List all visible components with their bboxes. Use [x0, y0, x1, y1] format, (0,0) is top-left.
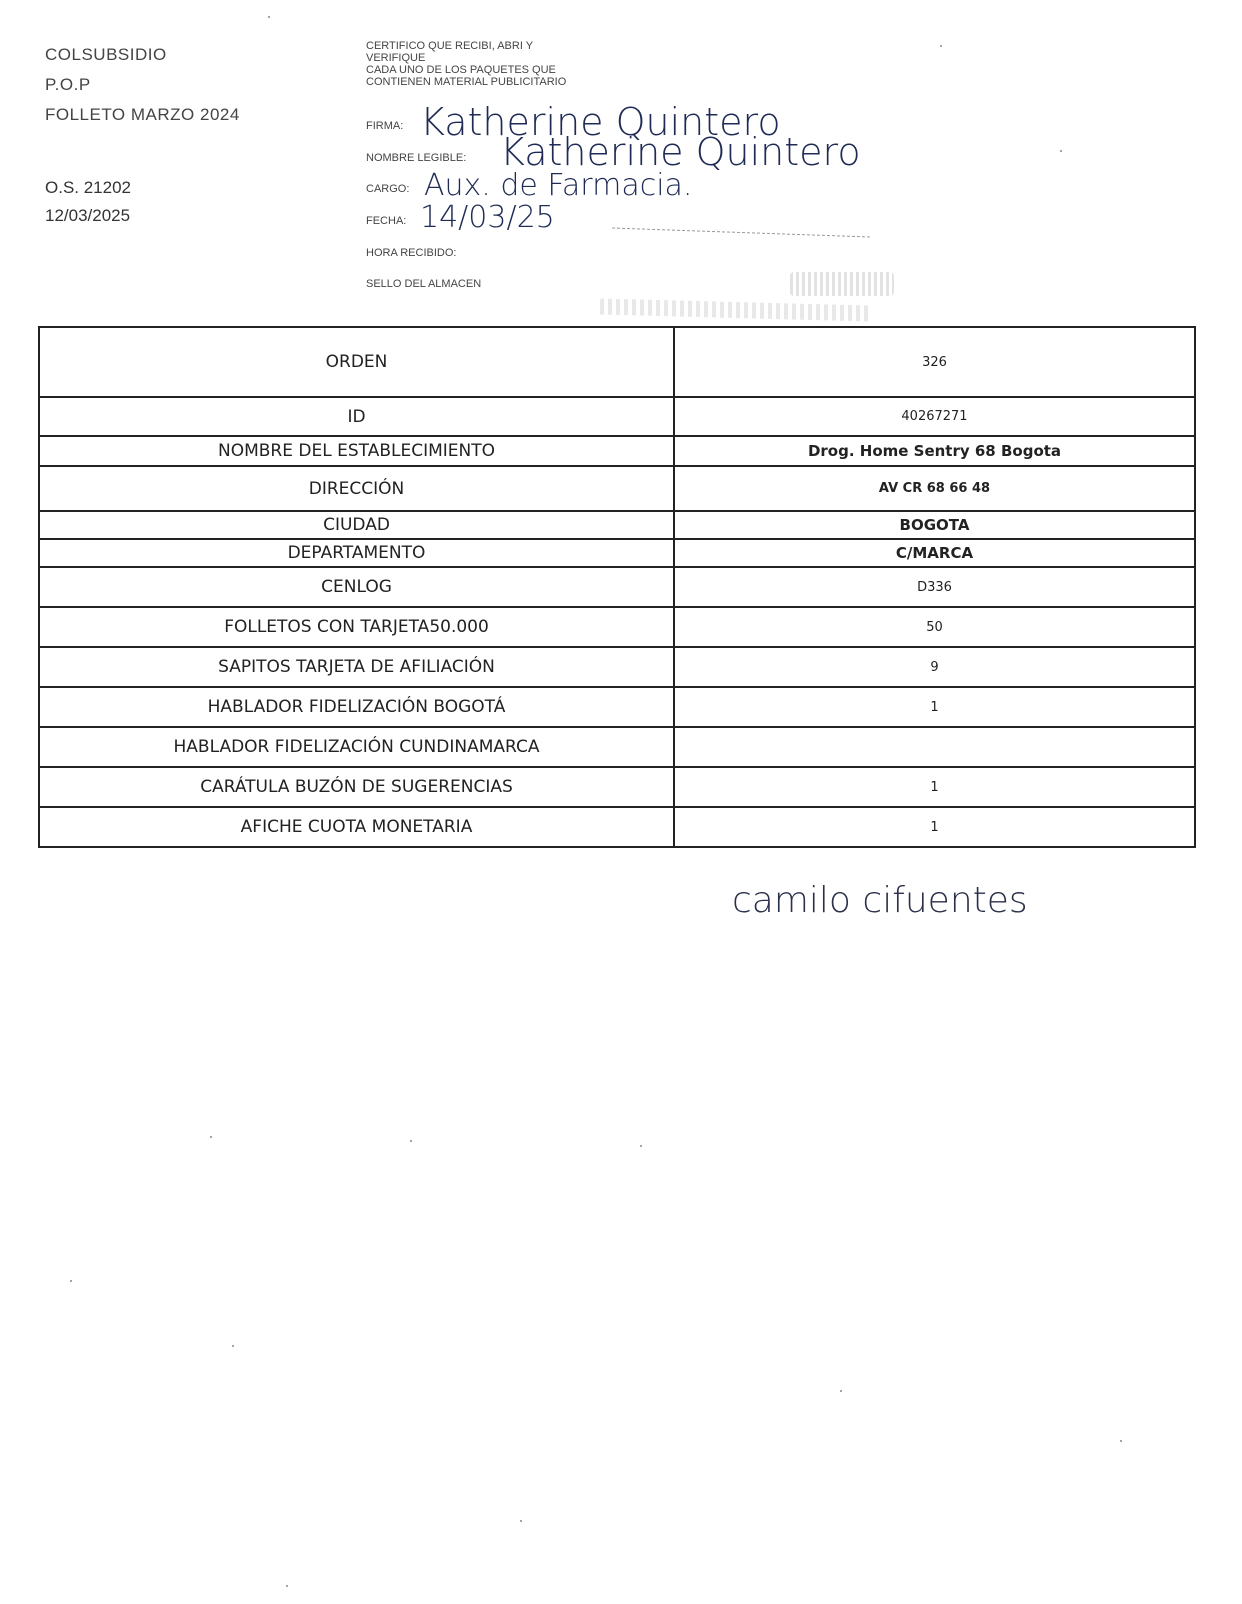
cert-line-2: VERIFIQUE	[366, 52, 426, 64]
fecha-stroke	[612, 227, 870, 237]
row-label: HABLADOR FIDELIZACIÓN CUNDINAMARCA	[39, 727, 674, 767]
footer-handwritten-signature: camilo cifuentes	[732, 880, 1028, 921]
fecha-handwritten: 14/03/25	[420, 200, 555, 235]
row-label: CARÁTULA BUZÓN DE SUGERENCIAS	[39, 767, 674, 807]
row-value: AV CR 68 66 48	[674, 466, 1195, 511]
scan-speck	[210, 1136, 212, 1138]
table-row	[39, 687, 1195, 727]
sello-almacen-label: SELLO DEL ALMACEN	[366, 278, 482, 290]
scan-speck	[640, 1145, 642, 1147]
row-label: AFICHE CUOTA MONETARIA	[39, 807, 674, 847]
row-value: 326	[674, 327, 1195, 397]
firma-label: FIRMA:	[366, 120, 404, 132]
table-row	[39, 727, 1195, 767]
row-label: ID	[39, 397, 674, 436]
scan-speck	[268, 16, 270, 18]
table-row	[39, 466, 1195, 511]
nombre-legible-handwritten: Katherine Quintero	[500, 130, 861, 174]
faint-stamp-bleed	[600, 298, 870, 321]
table-row	[39, 436, 1195, 466]
table-row	[39, 567, 1195, 607]
certification-text	[366, 40, 646, 88]
faint-stamp	[790, 272, 894, 296]
table-row	[39, 767, 1195, 807]
scan-speck	[286, 1585, 288, 1587]
cargo-label: CARGO:	[366, 183, 410, 195]
scan-speck	[410, 1140, 412, 1142]
order-service-block	[45, 174, 131, 230]
pop-label: P.O.P	[45, 75, 91, 94]
row-value: 1	[674, 767, 1195, 807]
row-label: SAPITOS TARJETA DE AFILIACIÓN	[39, 647, 674, 687]
scan-speck	[840, 1390, 842, 1392]
cert-line-1: CERTIFICO QUE RECIBI, ABRI Y	[366, 40, 534, 52]
row-value	[674, 727, 1195, 767]
table-row	[39, 327, 1195, 397]
row-label: CENLOG	[39, 567, 674, 607]
firma-handwritten: Katherine Quintero	[420, 100, 781, 144]
scan-speck	[940, 45, 942, 47]
row-label: DIRECCIÓN	[39, 466, 674, 511]
row-label: CIUDAD	[39, 511, 674, 539]
table-row	[39, 511, 1195, 539]
table-row	[39, 607, 1195, 647]
table-row	[39, 539, 1195, 567]
table-row	[39, 807, 1195, 847]
scan-speck	[232, 1345, 234, 1347]
row-value: 1	[674, 687, 1195, 727]
company-name: COLSUBSIDIO	[45, 45, 167, 64]
row-label: DEPARTAMENTO	[39, 539, 674, 567]
row-value: 9	[674, 647, 1195, 687]
row-value: D336	[674, 567, 1195, 607]
scan-speck	[70, 1280, 72, 1282]
scan-speck	[520, 1520, 522, 1522]
row-label: HABLADOR FIDELIZACIÓN BOGOTÁ	[39, 687, 674, 727]
scan-speck	[1120, 1440, 1122, 1442]
row-value: C/MARCA	[674, 539, 1195, 567]
row-label: FOLLETOS CON TARJETA50.000	[39, 607, 674, 647]
material-table	[38, 326, 1196, 848]
cargo-handwritten: Aux. de Farmacia.	[424, 168, 693, 203]
fecha-label: FECHA:	[366, 215, 407, 227]
row-value: 50	[674, 607, 1195, 647]
row-value: 1	[674, 807, 1195, 847]
row-label: ORDEN	[39, 327, 674, 397]
table-row	[39, 647, 1195, 687]
cert-line-4: CONTIENEN MATERIAL PUBLICITARIO	[366, 76, 567, 88]
header-left-block	[45, 40, 240, 130]
folleto-label: FOLLETO MARZO 2024	[45, 105, 240, 124]
order-service-number: O.S. 21202	[45, 178, 132, 197]
row-value: 40267271	[674, 397, 1195, 436]
nombre-legible-label: NOMBRE LEGIBLE:	[366, 152, 467, 164]
row-value: BOGOTA	[674, 511, 1195, 539]
table-row	[39, 397, 1195, 436]
cert-line-3: CADA UNO DE LOS PAQUETES QUE	[366, 64, 556, 76]
row-label: NOMBRE DEL ESTABLECIMIENTO	[39, 436, 674, 466]
scan-speck	[1060, 150, 1062, 152]
order-service-date: 12/03/2025	[45, 206, 131, 225]
row-value: Drog. Home Sentry 68 Bogota	[674, 436, 1195, 466]
hora-recibido-label: HORA RECIBIDO:	[366, 247, 457, 259]
